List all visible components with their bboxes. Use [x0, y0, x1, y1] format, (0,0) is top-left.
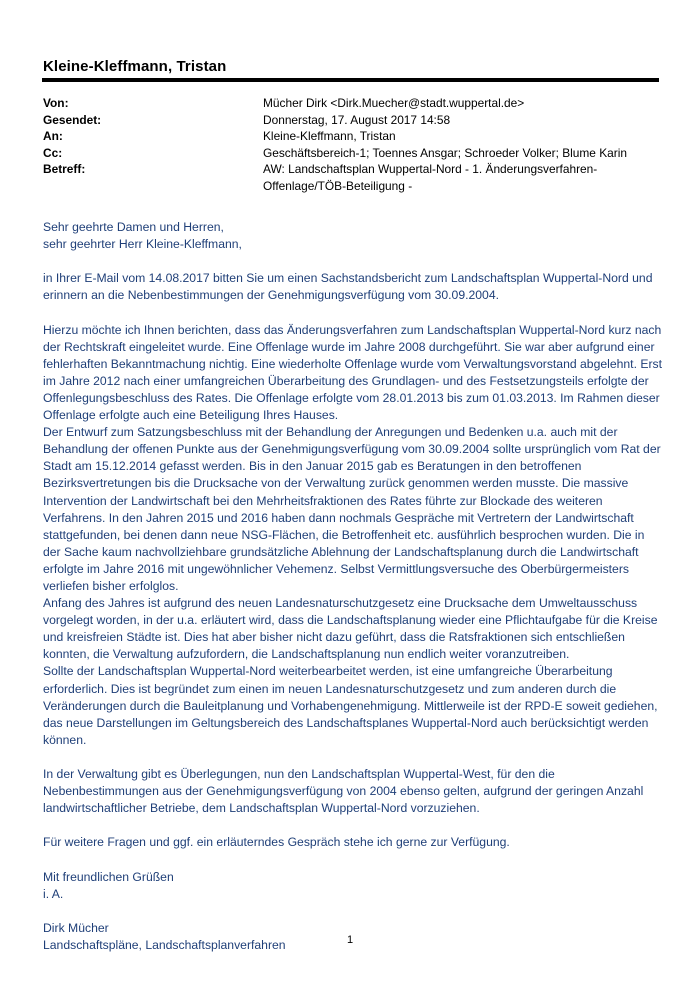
paragraph-request: in Ihrer E-Mail vom 14.08.2017 bitten Sie um einen Sachstandsbericht zum Landschaftsplan Wuppertal-Nord und erinnern an die Nebenbestimmungen der Genehmigungsverfügung vom 30.09.2004. — [43, 271, 653, 303]
email-header — [43, 95, 663, 195]
sent-label: Gesendet: — [43, 112, 102, 127]
to-value: Kleine-Kleffmann, Tristan — [263, 129, 396, 144]
sender-name: Kleine-Kleffmann, Tristan — [43, 58, 227, 75]
cc-value: Geschäftsbereich-1; Toennes Ansgar; Schroeder Volker; Blume Karin — [263, 145, 627, 160]
sent-row — [43, 112, 663, 129]
signature-name: Dirk Mücher — [43, 920, 109, 935]
signature-title: Landschaftspläne, Landschaftsplanverfahren — [43, 937, 286, 952]
paragraph-history: Hierzu möchte ich Ihnen berichten, dass das Änderungsverfahren zum Landschaftsplan Wuppertal-Nord kurz nach der Rechtskraft eingeleitet wurde. Eine Offenlage wurde im Jahre 2008 durchgeführt. Sie war aber aufgrund einer fehlerhaften Bekanntmachung nichtig. Eine wiederholte Offenlage wurde vom Verwaltungsvorstand abgelehnt. Erst im Jahre 2012 nach einer umfangreichen Überarbeitung des Grundlagen- und des Festsetzungsteils erfolgte der Offenlegungsbeschluss des Rates. Die Offenlage erfolgte vom 28.01.2013 bis zum 01.03.2013. Im Rahmen dieser Offenlage erfolgte auch eine Beteiligung Ihres Hauses. — [43, 322, 663, 423]
subject-value: AW: Landschaftsplan Wuppertal-Nord - 1. Änderungsverfahren-Offenlage/TÖB-Beteiligung - — [263, 162, 598, 193]
greeting-line-1: Sehr geehrte Damen und Herren, — [43, 220, 224, 234]
header-divider — [42, 78, 659, 82]
greeting-line-2: sehr geehrter Herr Kleine-Kleffmann, — [43, 237, 242, 252]
cc-label: Cc: — [43, 145, 63, 160]
paragraph-law: Anfang des Jahres ist aufgrund des neuen Landesnaturschutzgesetz eine Drucksache dem Umweltausschuss vorgelegt worden, in der u.a. erläutert wird, dass die Landschaftsplanung wieder eine Pflichtaufgabe für die Kreise und kreisfreien Städte ist. Dies hat aber bisher nicht dazu geführt, dass die Ratsfraktionen sich entschließen konnten, die Verwaltung aufzufordern, die Landschaftsplanung nun endlich weiter voranzutreiben. — [43, 596, 658, 662]
closing-line: Mit freundlichen Grüßen — [43, 869, 174, 884]
from-label: Von: — [43, 96, 69, 110]
email-body — [43, 219, 663, 954]
paragraph-west: In der Verwaltung gibt es Überlegungen, nun den Landschaftsplan Wuppertal-West, für den die Nebenbestimmungen aus der Genehmigungsverfügung von 2004 ebenso gelten, aufgrund der geringen Anzahl landwirtschaftlicher Betriebe, dem Landschaftsplan Wuppertal-Nord vorzuziehen. — [43, 767, 644, 816]
from-row — [43, 95, 663, 112]
subject-label: Betreff: — [43, 162, 86, 177]
to-row — [43, 128, 663, 145]
sent-value: Donnerstag, 17. August 2017 14:58 — [263, 112, 451, 127]
closing-ia: i. A. — [43, 886, 64, 901]
paragraph-draft: Der Entwurf zum Satzungsbeschluss mit der Behandlung der Anregungen und Bedenken u.a. auch mit der Behandlung der offenen Punkte aus der Genehmigungsverfügung vom 30.09.2004 sollte ursprünglich vom Rat der Stadt am 15.12.2014 gefasst werden. Bis in den Januar 2015 gab es Beratungen in den betroffenen Bezirksvertretungen bis die Drucksache von der Verwaltung zurück genommen werden musste. Die massive Intervention der Landwirtschaft bei den Mehrheitsfraktionen des Rates führte zur Blockade des weiteren Verfahrens. In den Jahren 2015 und 2016 haben dann nochmals Gespräche mit Vertretern der Landwirtschaft stattgefunden, bei denen dann neue NSG-Flächen, die Betroffenheit etc. ausführlich besprochen wurden. Die in der Sache kaum nachvollziehbare grundsätzliche Ablehnung der Landschaftsplanung durch die Landwirtschaft erfolgte im Jahre 2016 mit ungewöhnlicher Vehemenz. Selbst Vermittlungsversuche des Oberbürgermeisters verliefen bisher erfolglos. — [43, 425, 661, 593]
page-number: 1 — [346, 934, 354, 946]
subject-row — [43, 161, 663, 194]
paragraph-revision: Sollte der Landschaftsplan Wuppertal-Nord weiterbearbeitet werden, ist eine umfangreiche Überarbeitung erforderlich. Dies ist begründet zum einen im neuen Landesnaturschutzgesetz und zum anderen durch die Veränderungen durch die Bauleitplanung und Vorhabengenehmigung. Mittlerweile ist der RPD-E soweit gediehen, das neue Darstellungen im Geltungsbereich des Landschaftsplanes Wuppertal-Nord auch berücksichtigt werden können. — [43, 664, 658, 747]
paragraph-contact: Für weitere Fragen und ggf. ein erläuterndes Gespräch stehe ich gerne zur Verfügung. — [43, 835, 510, 850]
cc-row — [43, 145, 663, 162]
from-value: Mücher Dirk <Dirk.Muecher@stadt.wuppertal.de> — [263, 96, 525, 110]
to-label: An: — [43, 129, 63, 144]
